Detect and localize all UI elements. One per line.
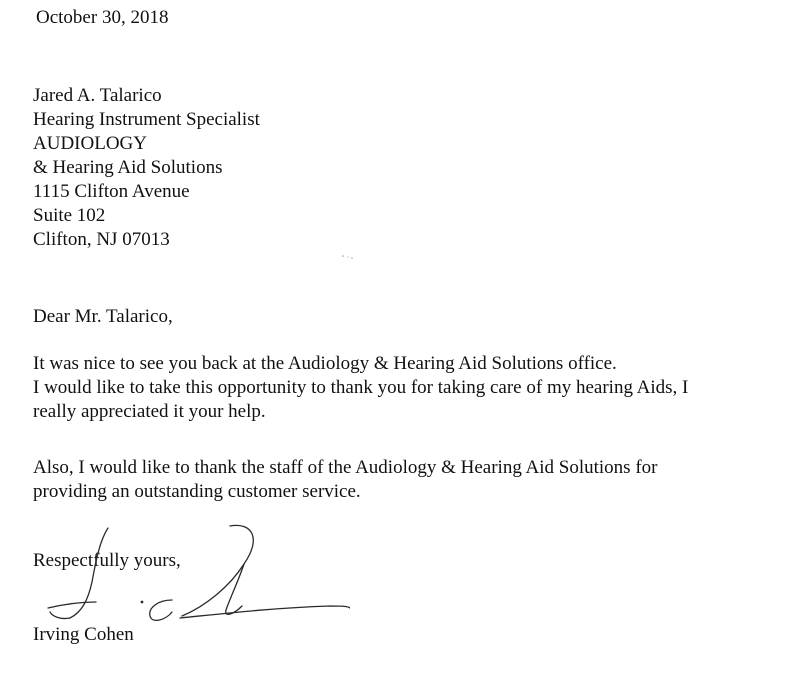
- recipient-title: Hearing Instrument Specialist: [33, 109, 260, 130]
- body-paragraph-2: [33, 456, 657, 504]
- salutation: Dear Mr. Talarico,: [33, 306, 173, 327]
- paragraph-line: Also, I would like to thank the staff of the Audiology & Hearing Aid Solutions for: [33, 457, 658, 478]
- recipient-company-line-1: AUDIOLOGY: [33, 133, 147, 154]
- recipient-city-state-zip: Clifton, NJ 07013: [33, 229, 170, 250]
- paragraph-line: providing an outstanding customer service.: [33, 481, 361, 502]
- recipient-name: Jared A. Talarico: [33, 85, 162, 106]
- letter-date: October 30, 2018: [36, 7, 169, 28]
- paragraph-line: really appreciated it your help.: [33, 401, 266, 422]
- body-paragraph-1: [33, 352, 688, 424]
- closing: Respectfully yours,: [33, 550, 181, 571]
- scan-speck: [340, 253, 356, 261]
- recipient-company-line-2: & Hearing Aid Solutions: [33, 157, 223, 178]
- paragraph-line: I would like to take this opportunity to thank you for taking care of my hearing Aids, I: [33, 377, 689, 398]
- signer-name: Irving Cohen: [33, 624, 134, 645]
- handwritten-signature: [30, 520, 350, 630]
- recipient-suite: Suite 102: [33, 205, 106, 226]
- recipient-address-block: [33, 84, 260, 252]
- paragraph-line: It was nice to see you back at the Audiology & Hearing Aid Solutions office.: [33, 353, 617, 374]
- recipient-street: 1115 Clifton Avenue: [33, 181, 190, 202]
